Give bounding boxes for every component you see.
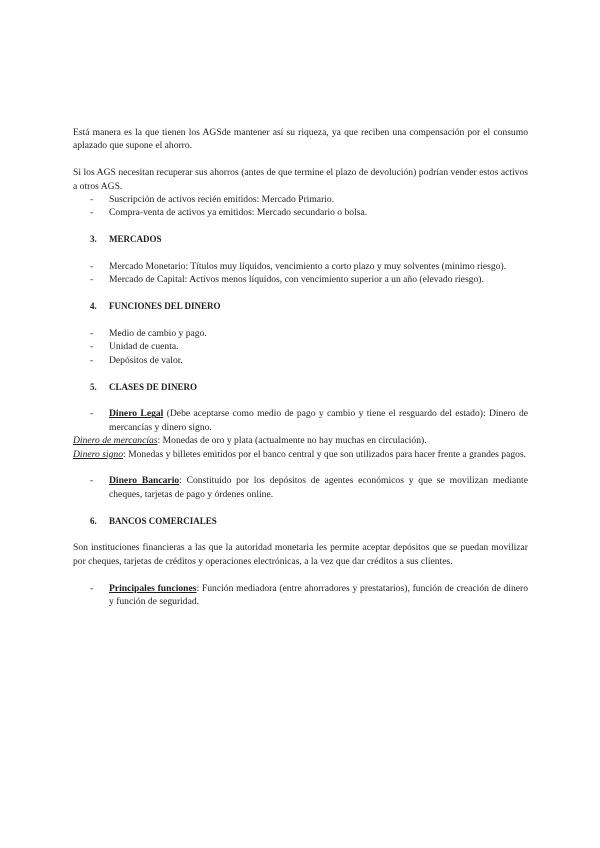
- funciones-bullet-list: [73, 327, 528, 367]
- list-item: - Medio de cambio y pago.: [90, 328, 207, 340]
- dinero-signo-line: Dinero signo: Monedas y billetes emitidos por el banco central y que son utilizados para hacer frente a grandes pagos.: [73, 448, 527, 460]
- list-item: - Mercado Monetario: Títulos muy líquidos, vencimiento a corto plazo y muy solventes (mínimo riesgo).: [90, 261, 507, 273]
- mercados-bullet-list: [73, 260, 528, 287]
- clases-legal-list: [73, 407, 528, 434]
- bancos-funciones-list: [73, 582, 528, 609]
- heading-funciones: 4. FUNCIONES DEL DINERO: [90, 301, 221, 312]
- document-page: [73, 126, 528, 608]
- clases-bancario-list: [73, 474, 528, 501]
- list-item: - Compra-venta de activos ya emitidos: Mercado secundario o bolsa.: [90, 207, 368, 219]
- heading-clases: 5. CLASES DE DINERO: [90, 381, 198, 392]
- list-item: - Suscripción de activos recién emitidos: Mercado Primario.: [90, 194, 335, 206]
- intro-bullet-list: [73, 193, 528, 220]
- bancos-paragraph: Son instituciones financieras a las que la autoridad monetaria les permite aceptar depósitos que se puedan movilizar por cheques, tarjetas de créditos y operaciones electrónicas, a la vez que dar créditos a sus clientes.: [73, 542, 528, 567]
- list-item: - Dinero Legal (Debe aceptarse como medio de pago y cambio y tiene el resguardo del estado): Dinero de mercancías y dinero signo.: [90, 408, 528, 433]
- heading-mercados: 3. MERCADOS: [90, 234, 162, 245]
- list-item: - Depósitos de valor.: [90, 354, 183, 366]
- dinero-mercancias-line: Dinero de mercancías: Monedas de oro y plata (actualmente no hay muchas en circulación).: [73, 435, 427, 447]
- list-item: - Principales funciones: Función mediadora (entre ahorradores y prestatarios), función de creación de dinero y función de seguridad.: [90, 582, 528, 608]
- heading-bancos: 6. BANCOS COMERCIALES: [90, 515, 217, 526]
- list-item: - Dinero Bancario: Constituido por los depósitos de agentes económicos y que se movilizan mediante cheques, tarjetas de pago y órdenes online.: [90, 475, 528, 500]
- intro-paragraph-2: Si los AGS necesitan recuperar sus ahorros (antes de que termine el plazo de devolución) podrían vender estos activos a otros AGS.: [73, 167, 528, 192]
- intro-paragraph-1: Está manera es la que tienen los AGSde mantener así su riqueza, ya que reciben una compensación por el consumo aplazado que supone el ahorro.: [73, 127, 528, 152]
- list-item: - Mercado de Capital: Activos menos líquidos, con vencimiento superior a un año (elevado riesgo).: [90, 274, 484, 286]
- list-item: - Unidad de cuenta.: [90, 341, 179, 353]
